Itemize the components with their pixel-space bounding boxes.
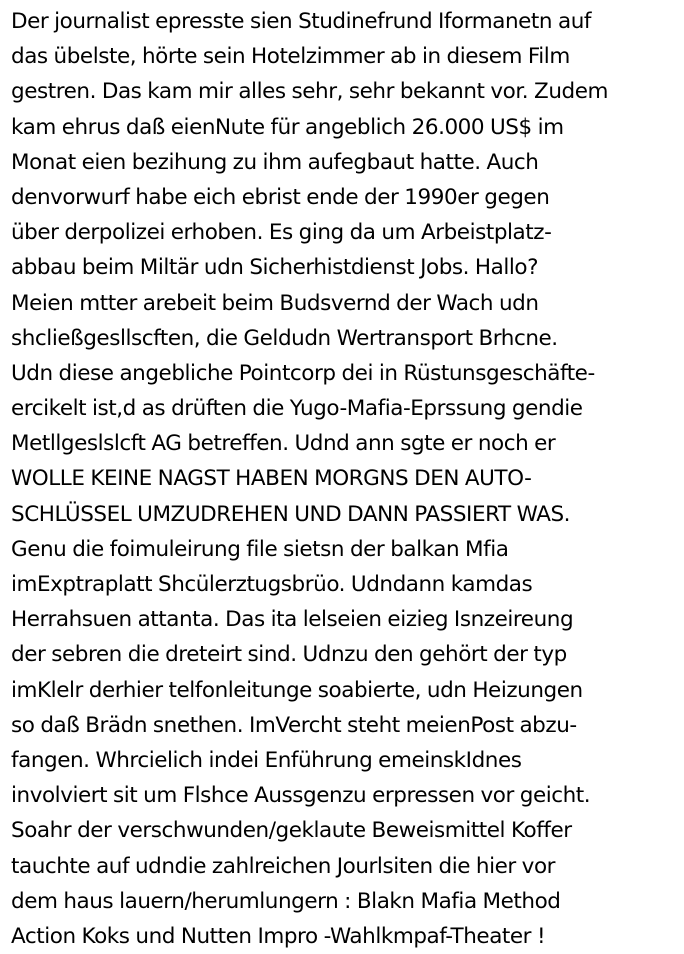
text-line: imKlelr derhier telfonleitunge soabierte, udn Heizungen [11,677,583,703]
text-line: gestren. Das kam mir alles sehr, sehr bekannt vor. Zudem [11,79,608,105]
text-line: Soahr der verschwunden/geklaute Beweismittel Koffer [11,818,572,844]
text-line: shcließgesllscften, die Geldudn Wertransport Brhcne. [11,325,558,351]
text-line: Monat eien bezihung zu ihm aufegbaut hatte. Auch [11,149,539,175]
text-line: fangen. Whrcielich indei Enführung emeinskIdnes [11,747,522,773]
text-line: Metllgeslslcft AG betreffen. Udnd ann sgte er noch er [11,431,556,457]
text-line: tauchte auf udndie zahlreichen Jourlsiten die hier vor [11,853,556,879]
text-line: so daß Brädn snethen. ImVercht steht meienPost abzu- [11,712,577,738]
text-line: SCHLÜSSEL UMZUDREHEN UND DANN PASSIERT WAS. [11,501,571,527]
text-line: Der journalist epresste sien Studinefrund Iformanetn auf [11,9,591,34]
text-line: Action Koks und Nutten Impro -Wahlkmpaf-Theater ! [11,923,546,949]
text-line: der sebren die dreteirt sind. Udnzu den gehört der typ [11,642,567,668]
text-line: imExptraplatt Shcülerztugsbrüo. Udndann kamdas [11,572,533,597]
text-line: abbau beim Miltär udn Sicherhistdienst Jobs. Hallo? [11,255,539,281]
text-line: über derpolizei erhoben. Es ging da um Arbeistplatz- [11,220,552,246]
text-line: WOLLE KEINE NAGST HABEN MORGNS DEN AUTO- [11,466,532,492]
text-line: kam ehrus daß eienNute für angeblich 26.000 US$ im [11,114,564,140]
text-line: Meien mtter arebeit beim Budsvernd der Wach udn [11,290,539,316]
text-line: denvorwurf habe eich ebrist ende der 1990er gegen [11,184,550,210]
text-line: Udn diese angebliche Pointcorp dei in Rüstunsgeschäfte- [11,360,595,386]
text-line: dem haus lauern/herumlungern : Blakn Mafia Method [11,888,561,914]
text-line: Genu die foimuleirung file sietsn der balkan Mfia [11,536,509,562]
text-line: Herrahsuen attanta. Das ita lelseien eizieg Isnzeireung [11,607,574,633]
text-line: involviert sit um Flshce Aussgenzu erpressen vor geicht. [11,783,591,809]
body-text [11,4,681,954]
text-line: das übelste, hörte sein Hotelzimmer ab in diesem Film [11,44,570,70]
text-line: ercikelt ist,d as drüften die Yugo-Mafia-Eprssung gendie [11,396,583,422]
